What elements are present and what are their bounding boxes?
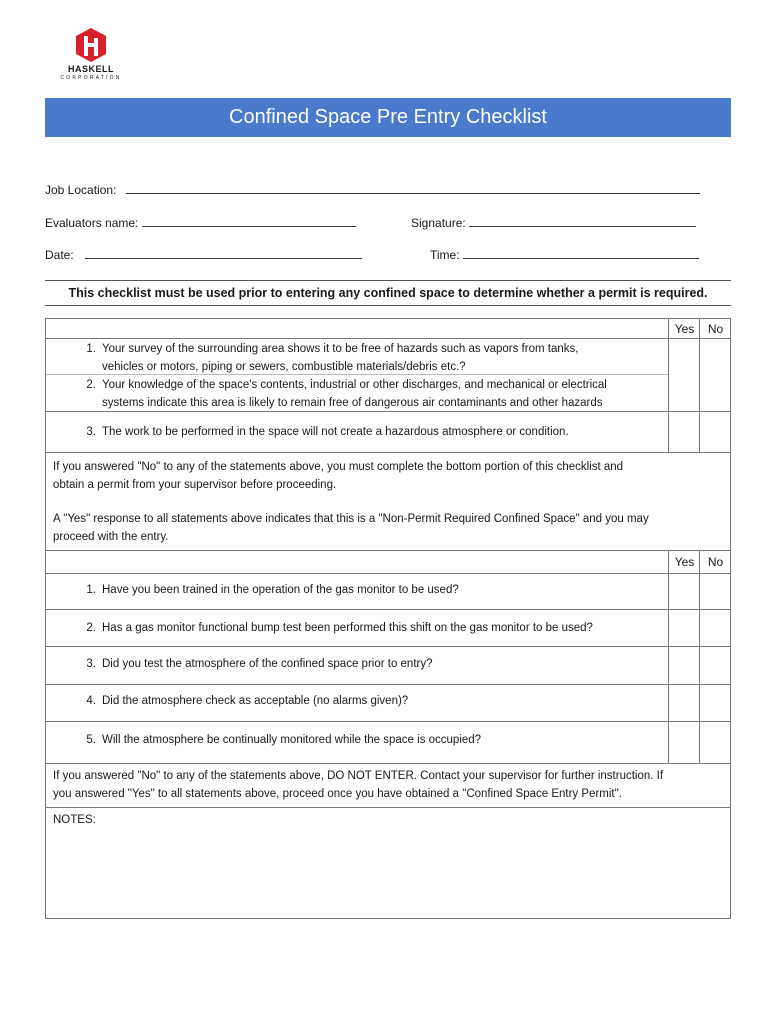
section2-instruction-line2: you answered "Yes" to all statements above, proceed once you have obtained a "Confined Space Entry Permit". (53, 788, 622, 800)
s2-q5-yes-box[interactable] (669, 722, 699, 764)
s1-q3-no-box[interactable] (700, 412, 730, 452)
s2-item-3 (76, 655, 666, 673)
s2-item-4-num: 4. (86, 695, 96, 707)
s2-q1-yes-box[interactable] (669, 574, 699, 609)
logo-subtitle: CORPORATION (60, 75, 122, 81)
section2-instruction-box (45, 763, 731, 808)
section1-instruction-1-line2: obtain a permit from your supervisor before proceeding. (53, 479, 337, 491)
date-field[interactable] (85, 248, 362, 259)
s2-q4-yes-box[interactable] (669, 685, 699, 721)
s2-q2-no-box[interactable] (700, 610, 730, 646)
job-location-field[interactable] (126, 183, 700, 194)
s2-q1-no-box[interactable] (700, 574, 730, 609)
section1-yes-header: Yes (674, 322, 695, 336)
s2-item-2-num: 2. (86, 622, 96, 634)
section1-instruction-2-line2: proceed with the entry. (53, 531, 169, 543)
time-field[interactable] (463, 248, 699, 259)
s1-item-2-num: 2. (86, 379, 96, 391)
section1-instruction-2 (53, 510, 723, 546)
s1-item-3 (76, 423, 666, 441)
signature-field[interactable] (469, 216, 696, 227)
s1-item-3-line1: The work to be performed in the space will not create a hazardous atmosphere or condition. (102, 426, 569, 438)
s2-item-2-text: Has a gas monitor functional bump test been performed this shift on the gas monitor to be used? (102, 622, 593, 634)
s2-q5-no-box[interactable] (700, 722, 730, 764)
section1-instruction-1-line1: If you answered "No" to any of the statements above, you must complete the bottom portion of this checklist and (53, 461, 624, 473)
s1-q3-yes-box[interactable] (669, 412, 699, 452)
job-location-row (45, 183, 700, 197)
s1-item-1 (76, 340, 666, 376)
s1-item-1-num: 1. (86, 343, 96, 355)
evaluators-name-label: Evaluators name: (45, 216, 139, 230)
section1-table (45, 318, 731, 551)
section2-instruction-line1: If you answered "No" to any of the statements above, DO NOT ENTER. Contact your supervisor for further instruction. If (53, 770, 664, 782)
notes-label: NOTES: (53, 814, 96, 826)
haskell-logo (56, 28, 126, 84)
s1-q1-no-box[interactable] (700, 339, 730, 411)
s1-item-1-line2: vehicles or motors, piping or sewers, combustible materials/debris etc.? (102, 361, 466, 373)
s2-item-5-text: Will the atmosphere be continually monitored while the space is occupied? (102, 734, 482, 746)
s2-q2-yes-box[interactable] (669, 610, 699, 646)
section2-instruction (53, 767, 723, 803)
s2-item-4-text: Did the atmosphere check as acceptable (no alarms given)? (102, 695, 409, 707)
s2-item-3-num: 3. (86, 658, 96, 670)
notes-box[interactable] (45, 807, 731, 919)
permit-notice: This checklist must be used prior to entering any confined space to determine whether a permit is required. (45, 280, 731, 306)
s2-item-5 (76, 731, 666, 749)
s1-item-1-line1: Your survey of the surrounding area shows it to be free of hazards such as vapors from tanks, (102, 343, 579, 355)
section2-table (45, 550, 731, 764)
section2-yes-header: Yes (674, 555, 695, 569)
logo-name: HASKELL (68, 64, 114, 74)
date-label: Date: (45, 248, 74, 262)
s2-item-3-text: Did you test the atmosphere of the confined space prior to entry? (102, 658, 433, 670)
signature-row (411, 216, 696, 230)
s1-q1-yes-box[interactable] (669, 339, 699, 411)
section1-instruction-1 (53, 458, 723, 494)
section2-no-header: No (707, 555, 724, 569)
s2-item-4 (76, 692, 666, 710)
haskell-logo-icon (75, 28, 107, 62)
evaluators-name-row (45, 216, 356, 230)
time-label: Time: (430, 248, 460, 262)
section1-no-header: No (707, 322, 724, 336)
s2-item-1-num: 1. (86, 584, 96, 596)
job-location-label: Job Location: (45, 183, 117, 197)
s2-item-1 (76, 581, 666, 599)
s1-item-2 (76, 376, 666, 412)
signature-label: Signature: (411, 216, 466, 230)
s1-item-2-line1: Your knowledge of the space's contents, industrial or other discharges, and mechanical or electrical (102, 379, 607, 391)
s2-q3-yes-box[interactable] (669, 647, 699, 684)
s2-item-2 (76, 619, 666, 637)
section1-instruction-2-line1: A "Yes" response to all statements above indicates that this is a "Non-Permit Required Confined Space" and you may (53, 513, 649, 525)
s2-item-5-num: 5. (86, 734, 96, 746)
s2-q3-no-box[interactable] (700, 647, 730, 684)
s1-item-3-num: 3. (86, 426, 96, 438)
s2-q4-no-box[interactable] (700, 685, 730, 721)
page-title: Confined Space Pre Entry Checklist (45, 98, 731, 137)
s1-item-2-line2: systems indicate this area is likely to remain free of dangerous air contaminants and other hazards (102, 397, 603, 409)
date-row (45, 248, 362, 262)
s2-item-1-text: Have you been trained in the operation of the gas monitor to be used? (102, 584, 459, 596)
time-row (430, 248, 699, 262)
evaluators-name-field[interactable] (142, 216, 356, 227)
